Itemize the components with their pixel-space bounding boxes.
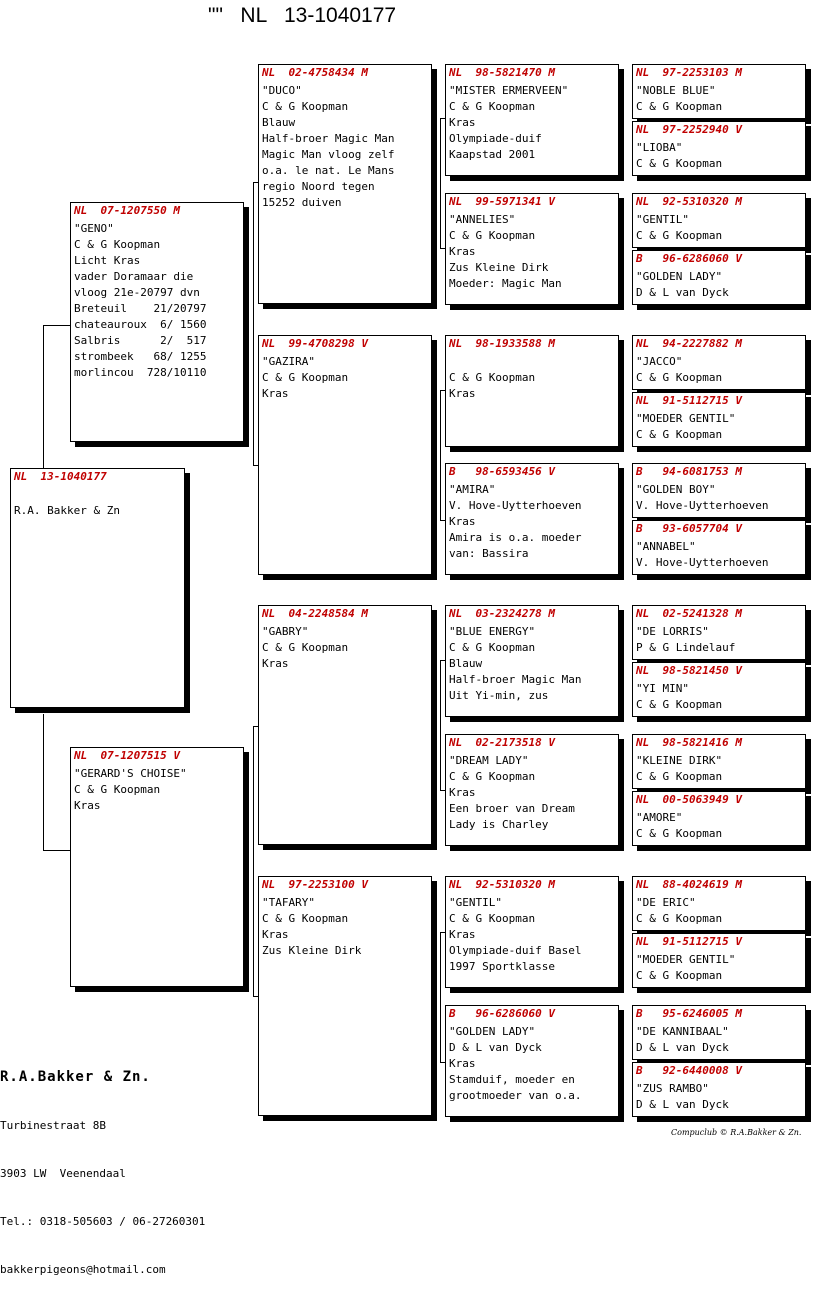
- detail-line: C & G Koopman: [262, 371, 349, 384]
- ring-number: NL 99-4708298 V: [262, 337, 368, 350]
- detail-line: C & G Koopman: [636, 969, 723, 982]
- pigeon-card-g14: [632, 933, 806, 988]
- detail-line: C & G Koopman: [74, 238, 161, 251]
- pigeon-details: [259, 350, 431, 402]
- connector-line: [440, 660, 441, 790]
- detail-line: "TAFARY": [262, 896, 315, 909]
- pigeon-card-g15: [632, 1005, 806, 1060]
- pigeon-card-ddd: [445, 1005, 619, 1117]
- pigeon-details: [446, 350, 618, 402]
- detail-line: [449, 354, 615, 370]
- detail-line: Olympiade-duif: [449, 132, 542, 145]
- detail-line: C & G Koopman: [636, 229, 723, 242]
- ring-number: NL 13-1040177: [14, 470, 107, 483]
- pigeon-details: [633, 677, 805, 713]
- detail-line: "GAZIRA": [262, 355, 315, 368]
- detail-line: Uit Yi-min, zus: [449, 689, 549, 702]
- ring-number: NL 04-2248584 M: [262, 607, 368, 620]
- pigeon-card-dam: [70, 747, 244, 987]
- ring-number: B 93-6057704 V: [636, 522, 742, 535]
- detail-line: Olympiade-duif Basel: [449, 944, 582, 957]
- detail-line: Kras: [262, 387, 289, 400]
- detail-line: Licht Kras: [74, 254, 141, 267]
- detail-line: Amira is o.a. moeder: [449, 531, 582, 544]
- pigeon-details: [633, 407, 805, 443]
- detail-line: Kaapstad 2001: [449, 148, 536, 161]
- pigeon-card-g1: [632, 64, 806, 119]
- pigeon-card-g8: [632, 520, 806, 575]
- pigeon-details: [633, 265, 805, 301]
- detail-line: "GOLDEN BOY": [636, 483, 716, 496]
- detail-line: Lady is Charley: [449, 818, 549, 831]
- detail-line: Blauw: [449, 657, 483, 670]
- pigeon-details: [446, 478, 618, 562]
- ring-number: NL 97-2253103 M: [636, 66, 742, 79]
- software-credit: Compuclub © R.A.Bakker & Zn.: [671, 1128, 802, 1137]
- pigeon-details: [446, 749, 618, 833]
- detail-line: Kras: [449, 786, 476, 799]
- ring-number: NL 97-2252940 V: [636, 123, 742, 136]
- detail-line: Kras: [262, 928, 289, 941]
- detail-line: C & G Koopman: [449, 371, 536, 384]
- pigeon-card-sds: [445, 335, 619, 447]
- pigeon-details: [633, 948, 805, 984]
- pigeon-card-dd: [258, 876, 432, 1116]
- ring-number: NL 99-5971341 V: [449, 195, 555, 208]
- pigeon-details: [633, 1020, 805, 1056]
- page-title: "" NL 13-1040177: [208, 4, 397, 27]
- detail-line: C & G Koopman: [636, 157, 723, 170]
- pigeon-card-ds: [258, 605, 432, 845]
- pigeon-details: [633, 535, 805, 571]
- detail-line: C & G Koopman: [262, 641, 349, 654]
- detail-line: Breteuil 21/20797: [74, 302, 207, 315]
- pigeon-details: [633, 350, 805, 386]
- detail-line: "AMORE": [636, 811, 683, 824]
- connector-line: [43, 325, 71, 326]
- detail-line: Stamduif, moeder en: [449, 1073, 575, 1086]
- owner-name: R.A.Bakker & Zn.: [0, 1069, 151, 1085]
- ring-number: NL 98-5821416 M: [636, 736, 742, 749]
- pigeon-card-subject: [10, 468, 185, 708]
- pigeon-card-ssd: [445, 193, 619, 305]
- ring-number: NL 02-4758434 M: [262, 66, 368, 79]
- detail-line: Kras: [74, 799, 101, 812]
- pigeon-details: [633, 79, 805, 115]
- detail-line: C & G Koopman: [262, 100, 349, 113]
- ring-number: B 95-6246005 M: [636, 1007, 742, 1020]
- ring-number: NL 97-2253100 V: [262, 878, 368, 891]
- connector-line: [253, 726, 254, 996]
- detail-line: C & G Koopman: [449, 229, 536, 242]
- ring-number: NL 03-2324278 M: [449, 607, 555, 620]
- ring-number: B 98-6593456 V: [449, 465, 555, 478]
- detail-line: "AMIRA": [449, 483, 496, 496]
- pigeon-card-ss: [258, 64, 432, 304]
- detail-line: "GENTIL": [449, 896, 502, 909]
- pigeon-card-dss: [445, 605, 619, 717]
- ring-number: NL 92-5310320 M: [449, 878, 555, 891]
- detail-line: "GENO": [74, 222, 114, 235]
- detail-line: "GERARD'S CHOISE": [74, 767, 187, 780]
- detail-line: D & L van Dyck: [449, 1041, 542, 1054]
- detail-line: vader Doramaar die: [74, 270, 194, 283]
- pigeon-card-sire: [70, 202, 244, 442]
- detail-line: vloog 21e-20797 dvn: [74, 286, 200, 299]
- detail-line: "BLUE ENERGY": [449, 625, 536, 638]
- pigeon-details: [633, 620, 805, 656]
- detail-line: "YI MIN": [636, 682, 689, 695]
- ring-number: B 96-6286060 V: [449, 1007, 555, 1020]
- owner-city: 3903 LW Veenendaal: [0, 1167, 126, 1180]
- detail-line: D & L van Dyck: [636, 1041, 729, 1054]
- pigeon-details: [446, 208, 618, 292]
- ring-number: NL 92-5310320 M: [636, 195, 742, 208]
- detail-line: P & G Lindelauf: [636, 641, 736, 654]
- ring-number: B 94-6081753 M: [636, 465, 742, 478]
- pigeon-card-g16: [632, 1062, 806, 1117]
- detail-line: "ANNELIES": [449, 213, 516, 226]
- detail-line: Kras: [262, 657, 289, 670]
- pigeon-details: [633, 478, 805, 514]
- pigeon-details: [633, 136, 805, 172]
- connector-line: [43, 714, 44, 850]
- owner-email: bakkerpigeons@hotmail.com: [0, 1263, 166, 1276]
- ring-number: NL 07-1207550 M: [74, 204, 180, 217]
- pigeon-details: [446, 79, 618, 163]
- detail-line: "DUCO": [262, 84, 302, 97]
- detail-line: C & G Koopman: [636, 827, 723, 840]
- pigeon-card-g10: [632, 662, 806, 717]
- connector-line: [253, 182, 254, 465]
- pigeon-details: [71, 762, 243, 814]
- pigeon-card-g12: [632, 791, 806, 846]
- pigeon-card-g5: [632, 335, 806, 390]
- detail-line: strombeek 68/ 1255: [74, 350, 207, 363]
- detail-line: "ANNABEL": [636, 540, 696, 553]
- detail-line: "GOLDEN LADY": [449, 1025, 536, 1038]
- detail-line: "KLEINE DIRK": [636, 754, 723, 767]
- pigeon-details: [633, 749, 805, 785]
- pigeon-details: [259, 620, 431, 672]
- detail-line: "MOEDER GENTIL": [636, 412, 736, 425]
- detail-line: Half-broer Magic Man: [449, 673, 582, 686]
- detail-line: R.A. Bakker & Zn: [14, 504, 120, 517]
- detail-line: Magic Man vloog zelf: [262, 148, 395, 161]
- detail-line: Kras: [449, 116, 476, 129]
- detail-line: Kras: [449, 928, 476, 941]
- detail-line: Kras: [449, 245, 476, 258]
- ring-number: NL 88-4024619 M: [636, 878, 742, 891]
- ring-number: NL 02-5241328 M: [636, 607, 742, 620]
- pigeon-card-g9: [632, 605, 806, 660]
- pigeon-details: [446, 620, 618, 704]
- detail-line: 15252 duiven: [262, 196, 342, 209]
- pigeon-details: [446, 1020, 618, 1104]
- detail-line: "LIOBA": [636, 141, 683, 154]
- detail-line: Kras: [449, 387, 476, 400]
- ring-number: NL 00-5063949 V: [636, 793, 742, 806]
- ring-number: NL 98-5821470 M: [449, 66, 555, 79]
- pigeon-card-g11: [632, 734, 806, 789]
- pigeon-details: [446, 891, 618, 975]
- owner-street: Turbinestraat 8B: [0, 1119, 106, 1132]
- ring-number: NL 02-2173518 V: [449, 736, 555, 749]
- pigeon-details: [71, 217, 243, 381]
- detail-line: Kras: [449, 515, 476, 528]
- detail-line: C & G Koopman: [636, 912, 723, 925]
- pigeon-card-sd: [258, 335, 432, 575]
- detail-line: V. Hove-Uytterhoeven: [636, 556, 769, 569]
- pigeon-card-dds: [445, 876, 619, 988]
- ring-number: B 92-6440008 V: [636, 1064, 742, 1077]
- detail-line: C & G Koopman: [449, 641, 536, 654]
- pigeon-card-g2: [632, 121, 806, 176]
- detail-line: [14, 487, 181, 503]
- connector-line: [43, 325, 44, 468]
- detail-line: C & G Koopman: [636, 100, 723, 113]
- detail-line: Salbris 2/ 517: [74, 334, 207, 347]
- detail-line: o.a. le nat. Le Mans: [262, 164, 395, 177]
- detail-line: V. Hove-Uytterhoeven: [636, 499, 769, 512]
- pigeon-details: [11, 483, 184, 519]
- detail-line: Zus Kleine Dirk: [449, 261, 549, 274]
- owner-contact: [0, 1036, 205, 1294]
- pigeon-card-sss: [445, 64, 619, 176]
- pigeon-card-sdd: [445, 463, 619, 575]
- detail-line: Kras: [449, 1057, 476, 1070]
- detail-line: C & G Koopman: [636, 770, 723, 783]
- pigeon-details: [633, 1077, 805, 1113]
- pigeon-card-dsd: [445, 734, 619, 846]
- pigeon-details: [633, 891, 805, 927]
- detail-line: C & G Koopman: [449, 912, 536, 925]
- connector-line: [43, 850, 71, 851]
- pigeon-details: [259, 79, 431, 211]
- detail-line: Een broer van Dream: [449, 802, 575, 815]
- detail-line: C & G Koopman: [262, 912, 349, 925]
- detail-line: "GENTIL": [636, 213, 689, 226]
- detail-line: "ZUS RAMBO": [636, 1082, 709, 1095]
- ring-number: NL 91-5112715 V: [636, 394, 742, 407]
- detail-line: 1997 Sportklasse: [449, 960, 555, 973]
- pigeon-card-g6: [632, 392, 806, 447]
- detail-line: morlincou 728/10110: [74, 366, 207, 379]
- detail-line: "DE LORRIS": [636, 625, 709, 638]
- detail-line: C & G Koopman: [636, 698, 723, 711]
- ring-number: NL 07-1207515 V: [74, 749, 180, 762]
- detail-line: C & G Koopman: [449, 100, 536, 113]
- ring-number: NL 94-2227882 M: [636, 337, 742, 350]
- pigeon-card-g13: [632, 876, 806, 931]
- detail-line: "DE KANNIBAAL": [636, 1025, 729, 1038]
- detail-line: "DE ERIC": [636, 896, 696, 909]
- detail-line: regio Noord tegen: [262, 180, 375, 193]
- detail-line: "MISTER ERMERVEEN": [449, 84, 569, 97]
- detail-line: Blauw: [262, 116, 296, 129]
- detail-line: van: Bassira: [449, 547, 529, 560]
- detail-line: C & G Koopman: [74, 783, 161, 796]
- detail-line: grootmoeder van o.a.: [449, 1089, 582, 1102]
- detail-line: Zus Kleine Dirk: [262, 944, 362, 957]
- detail-line: C & G Koopman: [449, 770, 536, 783]
- pigeon-card-g7: [632, 463, 806, 518]
- owner-phone: Tel.: 0318-505603 / 06-27260301: [0, 1215, 206, 1228]
- pigeon-card-g3: [632, 193, 806, 248]
- detail-line: D & L van Dyck: [636, 1098, 729, 1111]
- detail-line: V. Hove-Uytterhoeven: [449, 499, 582, 512]
- detail-line: "DREAM LADY": [449, 754, 529, 767]
- detail-line: "GABRY": [262, 625, 309, 638]
- pigeon-card-g4: [632, 250, 806, 305]
- detail-line: "NOBLE BLUE": [636, 84, 716, 97]
- pigeon-details: [259, 891, 431, 959]
- detail-line: "GOLDEN LADY": [636, 270, 723, 283]
- connector-line: [440, 390, 441, 520]
- detail-line: Half-broer Magic Man: [262, 132, 395, 145]
- ring-number: NL 98-1933588 M: [449, 337, 555, 350]
- pigeon-details: [633, 208, 805, 244]
- detail-line: C & G Koopman: [636, 371, 723, 384]
- pigeon-details: [633, 806, 805, 842]
- detail-line: "MOEDER GENTIL": [636, 953, 736, 966]
- ring-number: B 96-6286060 V: [636, 252, 742, 265]
- connector-line: [440, 932, 441, 1062]
- detail-line: "JACCO": [636, 355, 683, 368]
- detail-line: D & L van Dyck: [636, 286, 729, 299]
- connector-line: [440, 118, 441, 248]
- detail-line: chateauroux 6/ 1560: [74, 318, 207, 331]
- ring-number: NL 98-5821450 V: [636, 664, 742, 677]
- ring-number: NL 91-5112715 V: [636, 935, 742, 948]
- detail-line: Moeder: Magic Man: [449, 277, 562, 290]
- detail-line: C & G Koopman: [636, 428, 723, 441]
